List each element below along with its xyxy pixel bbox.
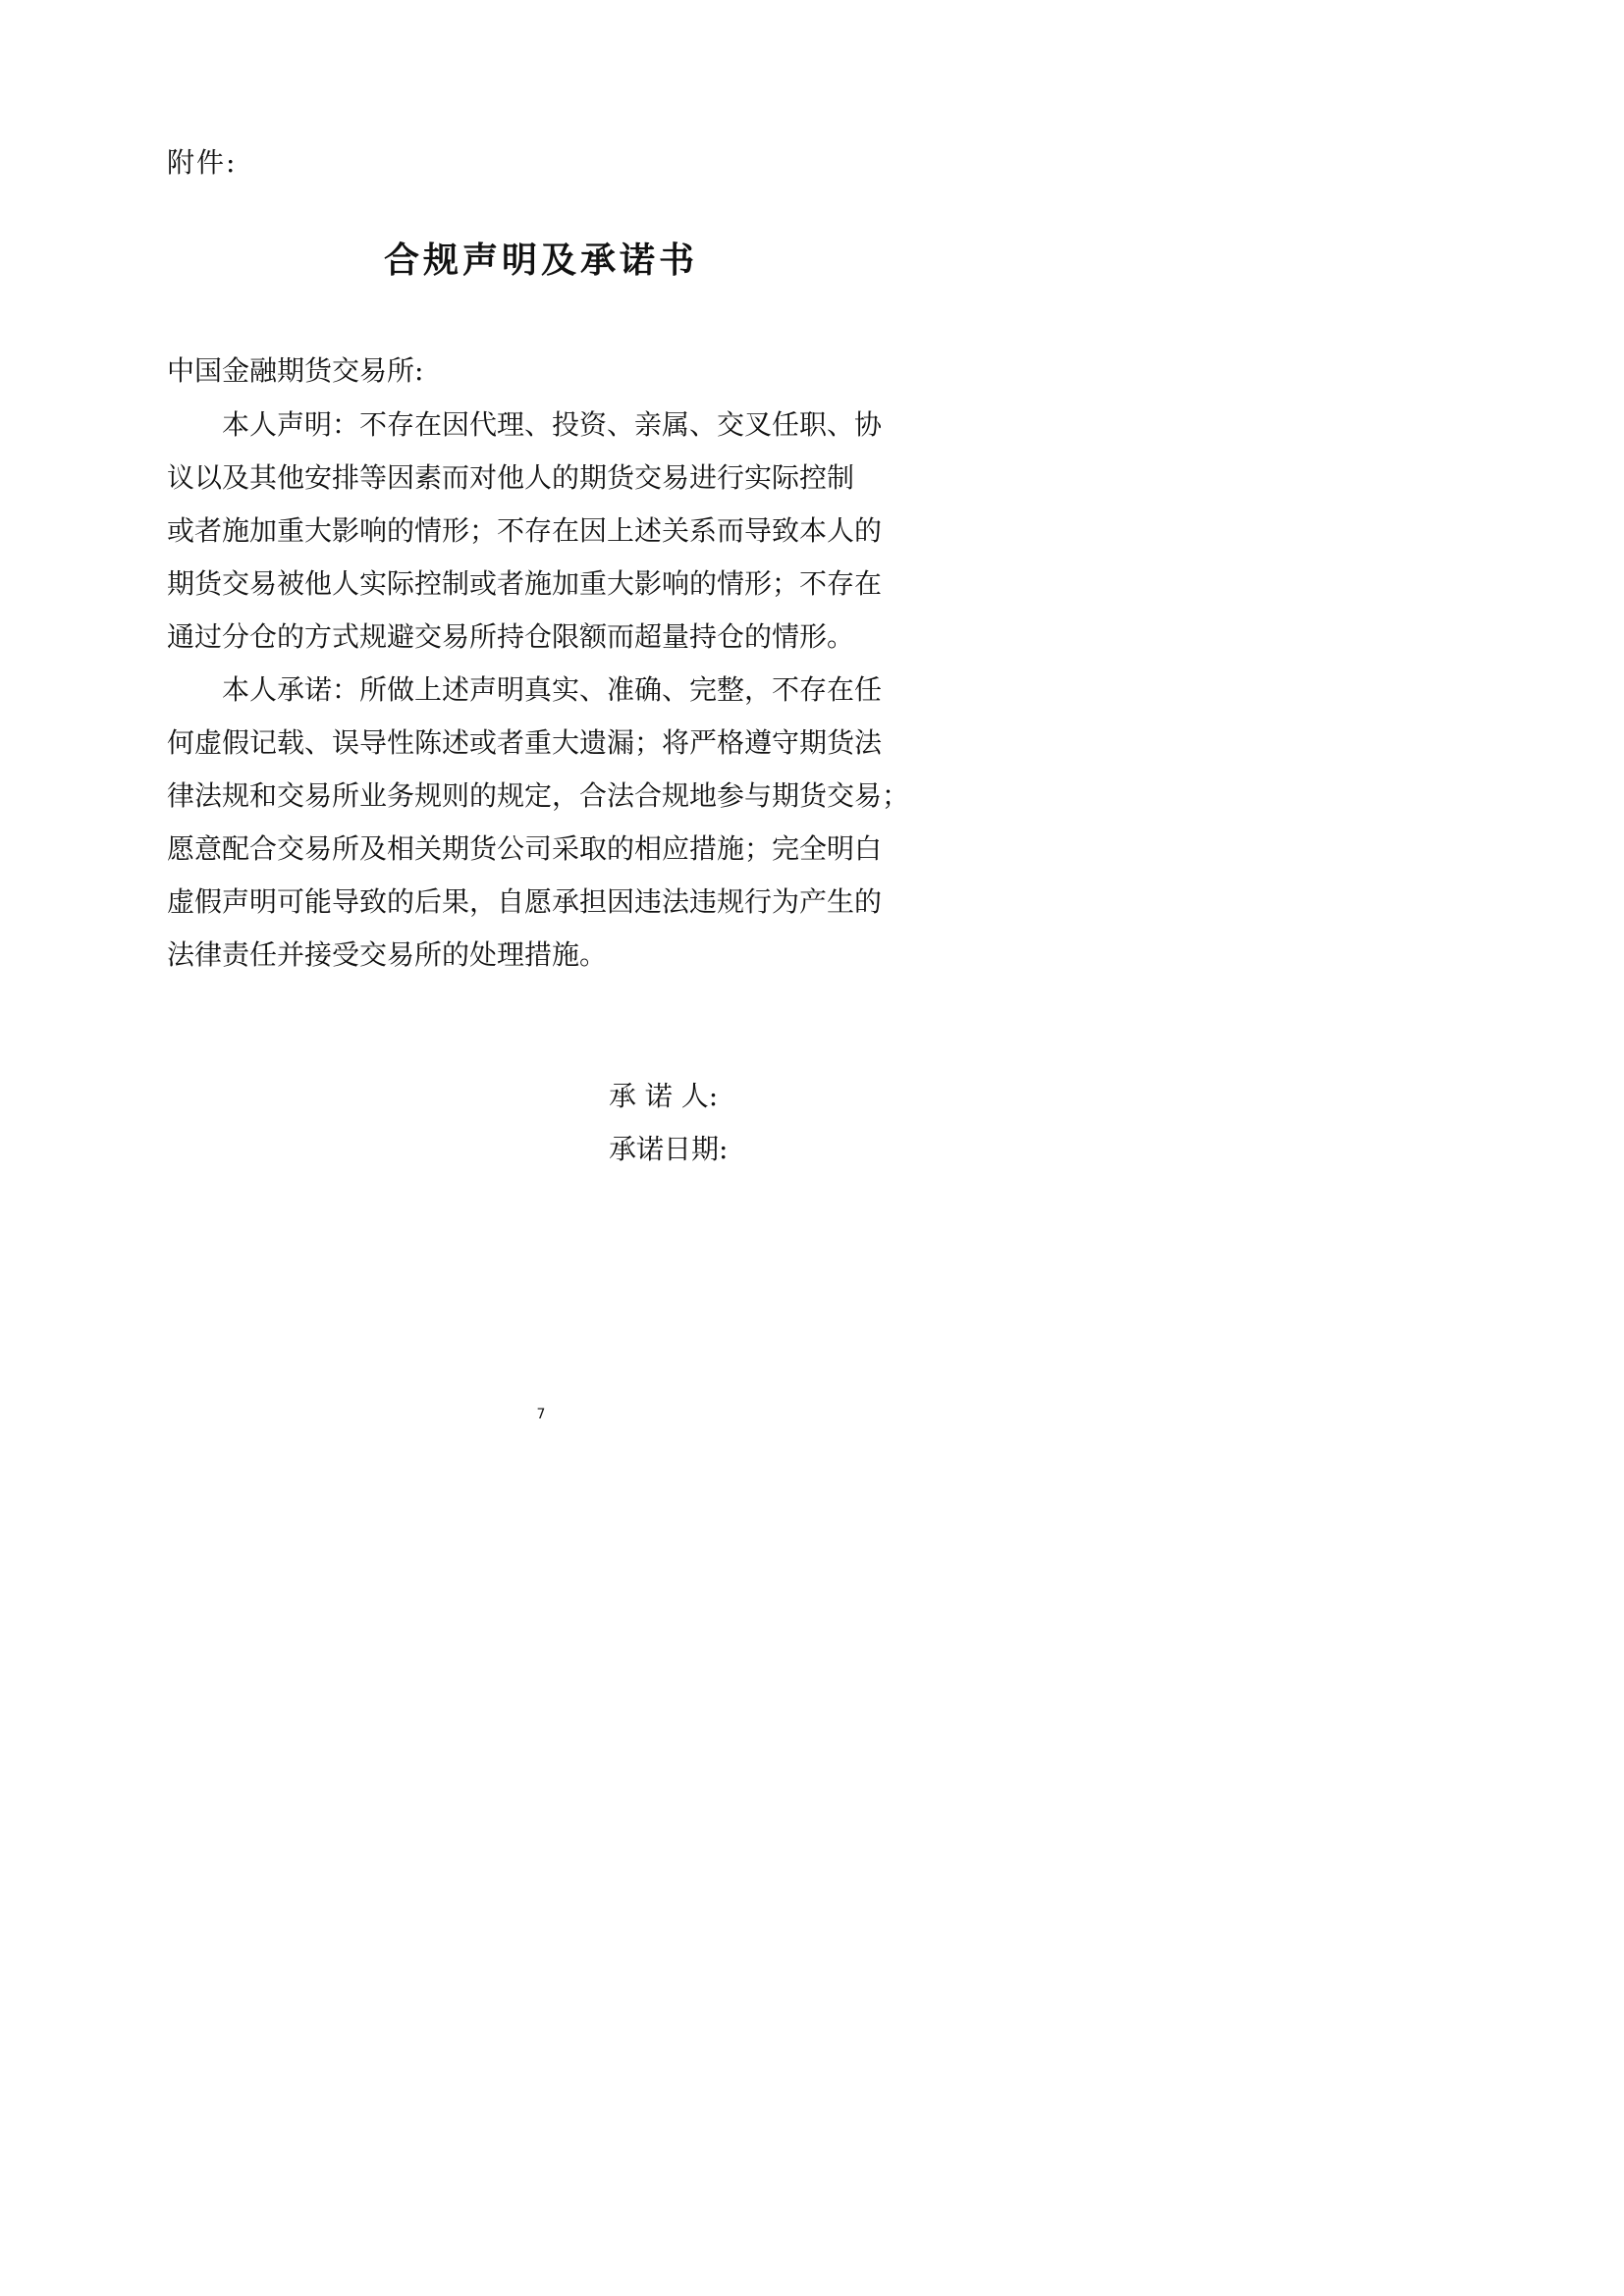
signature-block: [609, 1070, 728, 1176]
document-title: 合规声明及承诺书: [383, 240, 698, 281]
commitment-line: 愿意配合交易所及相关期货公司采取的相应措施；完全明白: [167, 832, 883, 865]
commitment-paragraph: [167, 664, 928, 982]
declaration-line: 议以及其他安排等因素而对他人的期货交易进行实际控制: [167, 461, 855, 494]
commitment-date-label: 承诺日期:: [609, 1133, 729, 1165]
attachment-label: 附件:: [167, 146, 238, 179]
commitment-line: 何虚假记载、误导性陈述或者重大遗漏；将严格遵守期货法: [167, 726, 883, 759]
document-body: [167, 399, 928, 982]
declaration-line: 通过分仓的方式规避交易所持仓限额而超量持仓的情形。: [167, 620, 855, 653]
commitment-line: 律法规和交易所业务规则的规定，合法合规地参与期货交易；: [167, 779, 910, 812]
document-page: [0, 0, 1082, 1530]
addressee: 中国金融期货交易所:: [167, 354, 424, 387]
commitment-line: 本人承诺：所做上述声明真实、准确、完整，不存在任: [222, 673, 883, 706]
declaration-line: 或者施加重大影响的情形；不存在因上述关系而导致本人的: [167, 514, 883, 547]
page-number: 7: [536, 1407, 546, 1422]
declaration-paragraph: [167, 399, 928, 664]
declaration-line: 期货交易被他人实际控制或者施加重大影响的情形；不存在: [167, 567, 883, 600]
commitment-line: 法律责任并接受交易所的处理措施。: [167, 938, 608, 971]
promisor-label: 承 诺 人:: [609, 1080, 719, 1112]
commitment-line: 虚假声明可能导致的后果，自愿承担因违法违规行为产生的: [167, 885, 883, 918]
declaration-line: 本人声明：不存在因代理、投资、亲属、交叉任职、协: [222, 408, 883, 441]
